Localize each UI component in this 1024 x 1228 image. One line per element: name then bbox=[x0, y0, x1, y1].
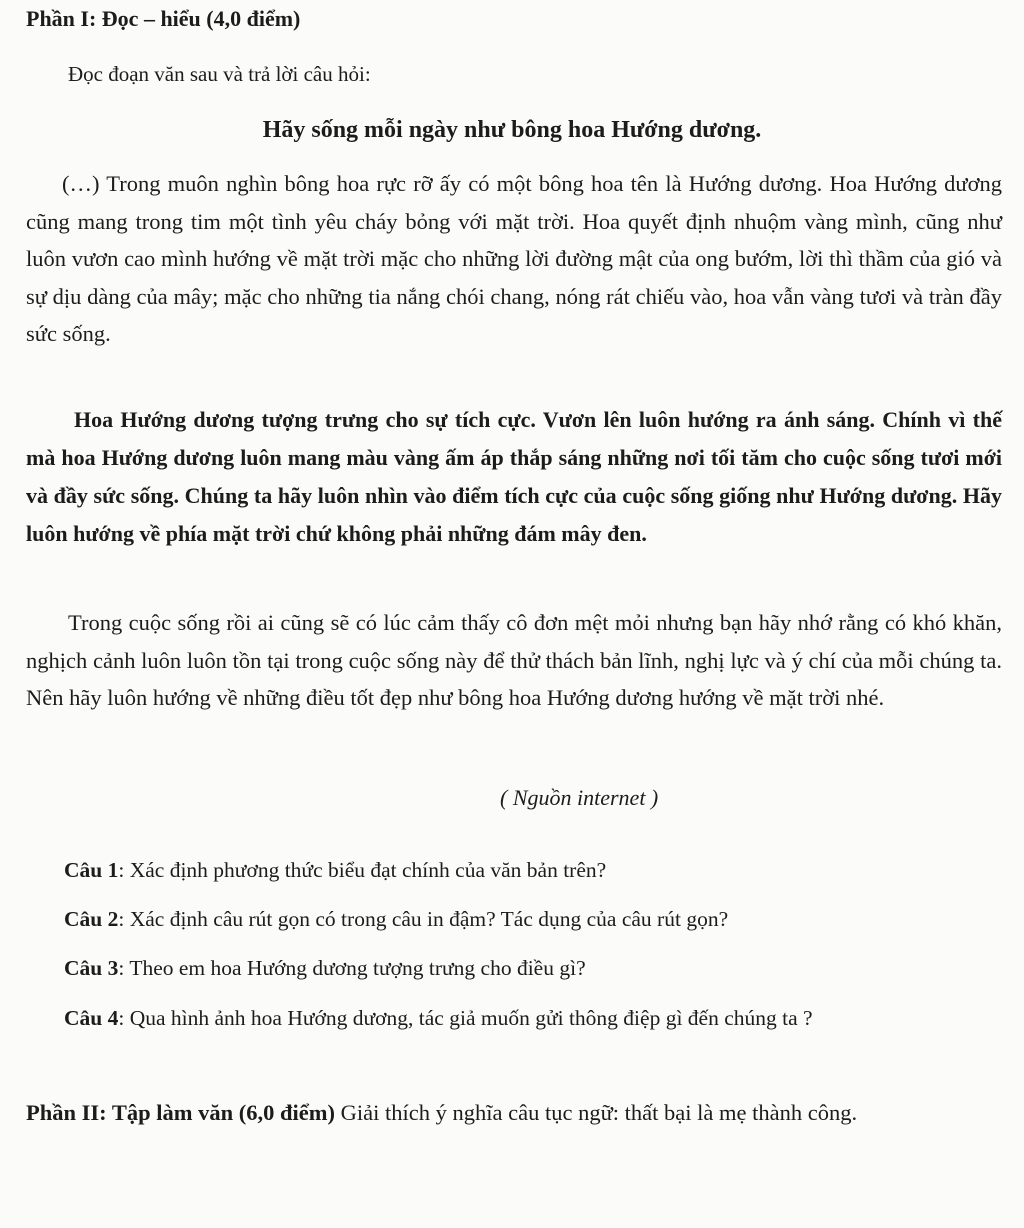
part2-section bbox=[26, 1093, 966, 1133]
question-2-label: Câu 2 bbox=[64, 907, 119, 931]
part1-heading: Phần I: Đọc – hiểu (4,0 điểm) bbox=[26, 6, 301, 31]
part2-heading: Phần II: Tập làm văn (6,0 điểm) bbox=[26, 1100, 336, 1125]
question-2 bbox=[64, 897, 964, 941]
question-1 bbox=[64, 848, 964, 892]
question-3 bbox=[64, 946, 964, 990]
passage-paragraph-3: Trong cuộc sống rồi ai cũng sẽ có lúc cảm thấy cô đơn mệt mỏi nhưng bạn hãy nhớ rằng có khó khăn, nghịch cảnh luôn luôn tồn tại trong cuộc sống này để thử thách bản lĩnh, nghị lực và ý chí của mỗi chúng ta. Nên hãy luôn hướng về những điều tốt đẹp như bông hoa Hướng dương hướng về mặt trời nhé. bbox=[26, 610, 1002, 710]
reading-instruction: Đọc đoạn văn sau và trả lời câu hỏi: bbox=[68, 62, 371, 86]
passage-paragraph-1: (…) Trong muôn nghìn bông hoa rực rỡ ấy có một bông hoa tên là Hướng dương. Hoa Hướng dương cũng mang trong tim một tình yêu cháy bỏng với mặt trời. Hoa quyết định nhuộm vàng mình, cũng như luôn vươn cao mình hướng về mặt trời mặc cho những lời đường mật của ong bướm, lời thì thầm của gió và sự dịu dàng của mây; mặc cho những tia nắng chói chang, nóng rát chiếu vào, hoa vẫn vàng tươi và tràn đầy sức sống. bbox=[26, 171, 1002, 346]
passage-source: ( Nguồn internet ) bbox=[500, 785, 659, 810]
question-2-text: : Xác định câu rút gọn có trong câu in đậm? Tác dụng của câu rút gọn? bbox=[118, 907, 729, 931]
question-1-text: : Xác định phương thức biểu đạt chính của văn bản trên? bbox=[118, 858, 607, 882]
question-3-label: Câu 3 bbox=[64, 956, 119, 980]
question-4 bbox=[64, 996, 964, 1040]
part2-prompt: Giải thích ý nghĩa câu tục ngữ: thất bại là mẹ thành công. bbox=[335, 1100, 858, 1125]
question-3-text: : Theo em hoa Hướng dương tượng trưng cho điều gì? bbox=[118, 956, 586, 980]
passage-title: Hãy sống mỗi ngày như bông hoa Hướng dương. bbox=[262, 117, 762, 143]
question-4-text: : Qua hình ảnh hoa Hướng dương, tác giả muốn gửi thông điệp gì đến chúng ta ? bbox=[118, 1006, 813, 1030]
question-1-label: Câu 1 bbox=[64, 858, 119, 882]
question-4-label: Câu 4 bbox=[64, 1006, 119, 1030]
passage-paragraph-2-bold: Hoa Hướng dương tượng trưng cho sự tích cực. Vươn lên luôn hướng ra ánh sáng. Chính vì thế mà hoa Hướng dương luôn mang màu vàng ấm áp thắp sáng những nơi tối tăm cho cuộc sống tươi mới và đầy sức sống. Chúng ta hãy luôn nhìn vào điểm tích cực của cuộc sống giống như Hướng dương. Hãy luôn hướng về phía mặt trời chứ không phải những đám mây đen. bbox=[26, 407, 1002, 546]
